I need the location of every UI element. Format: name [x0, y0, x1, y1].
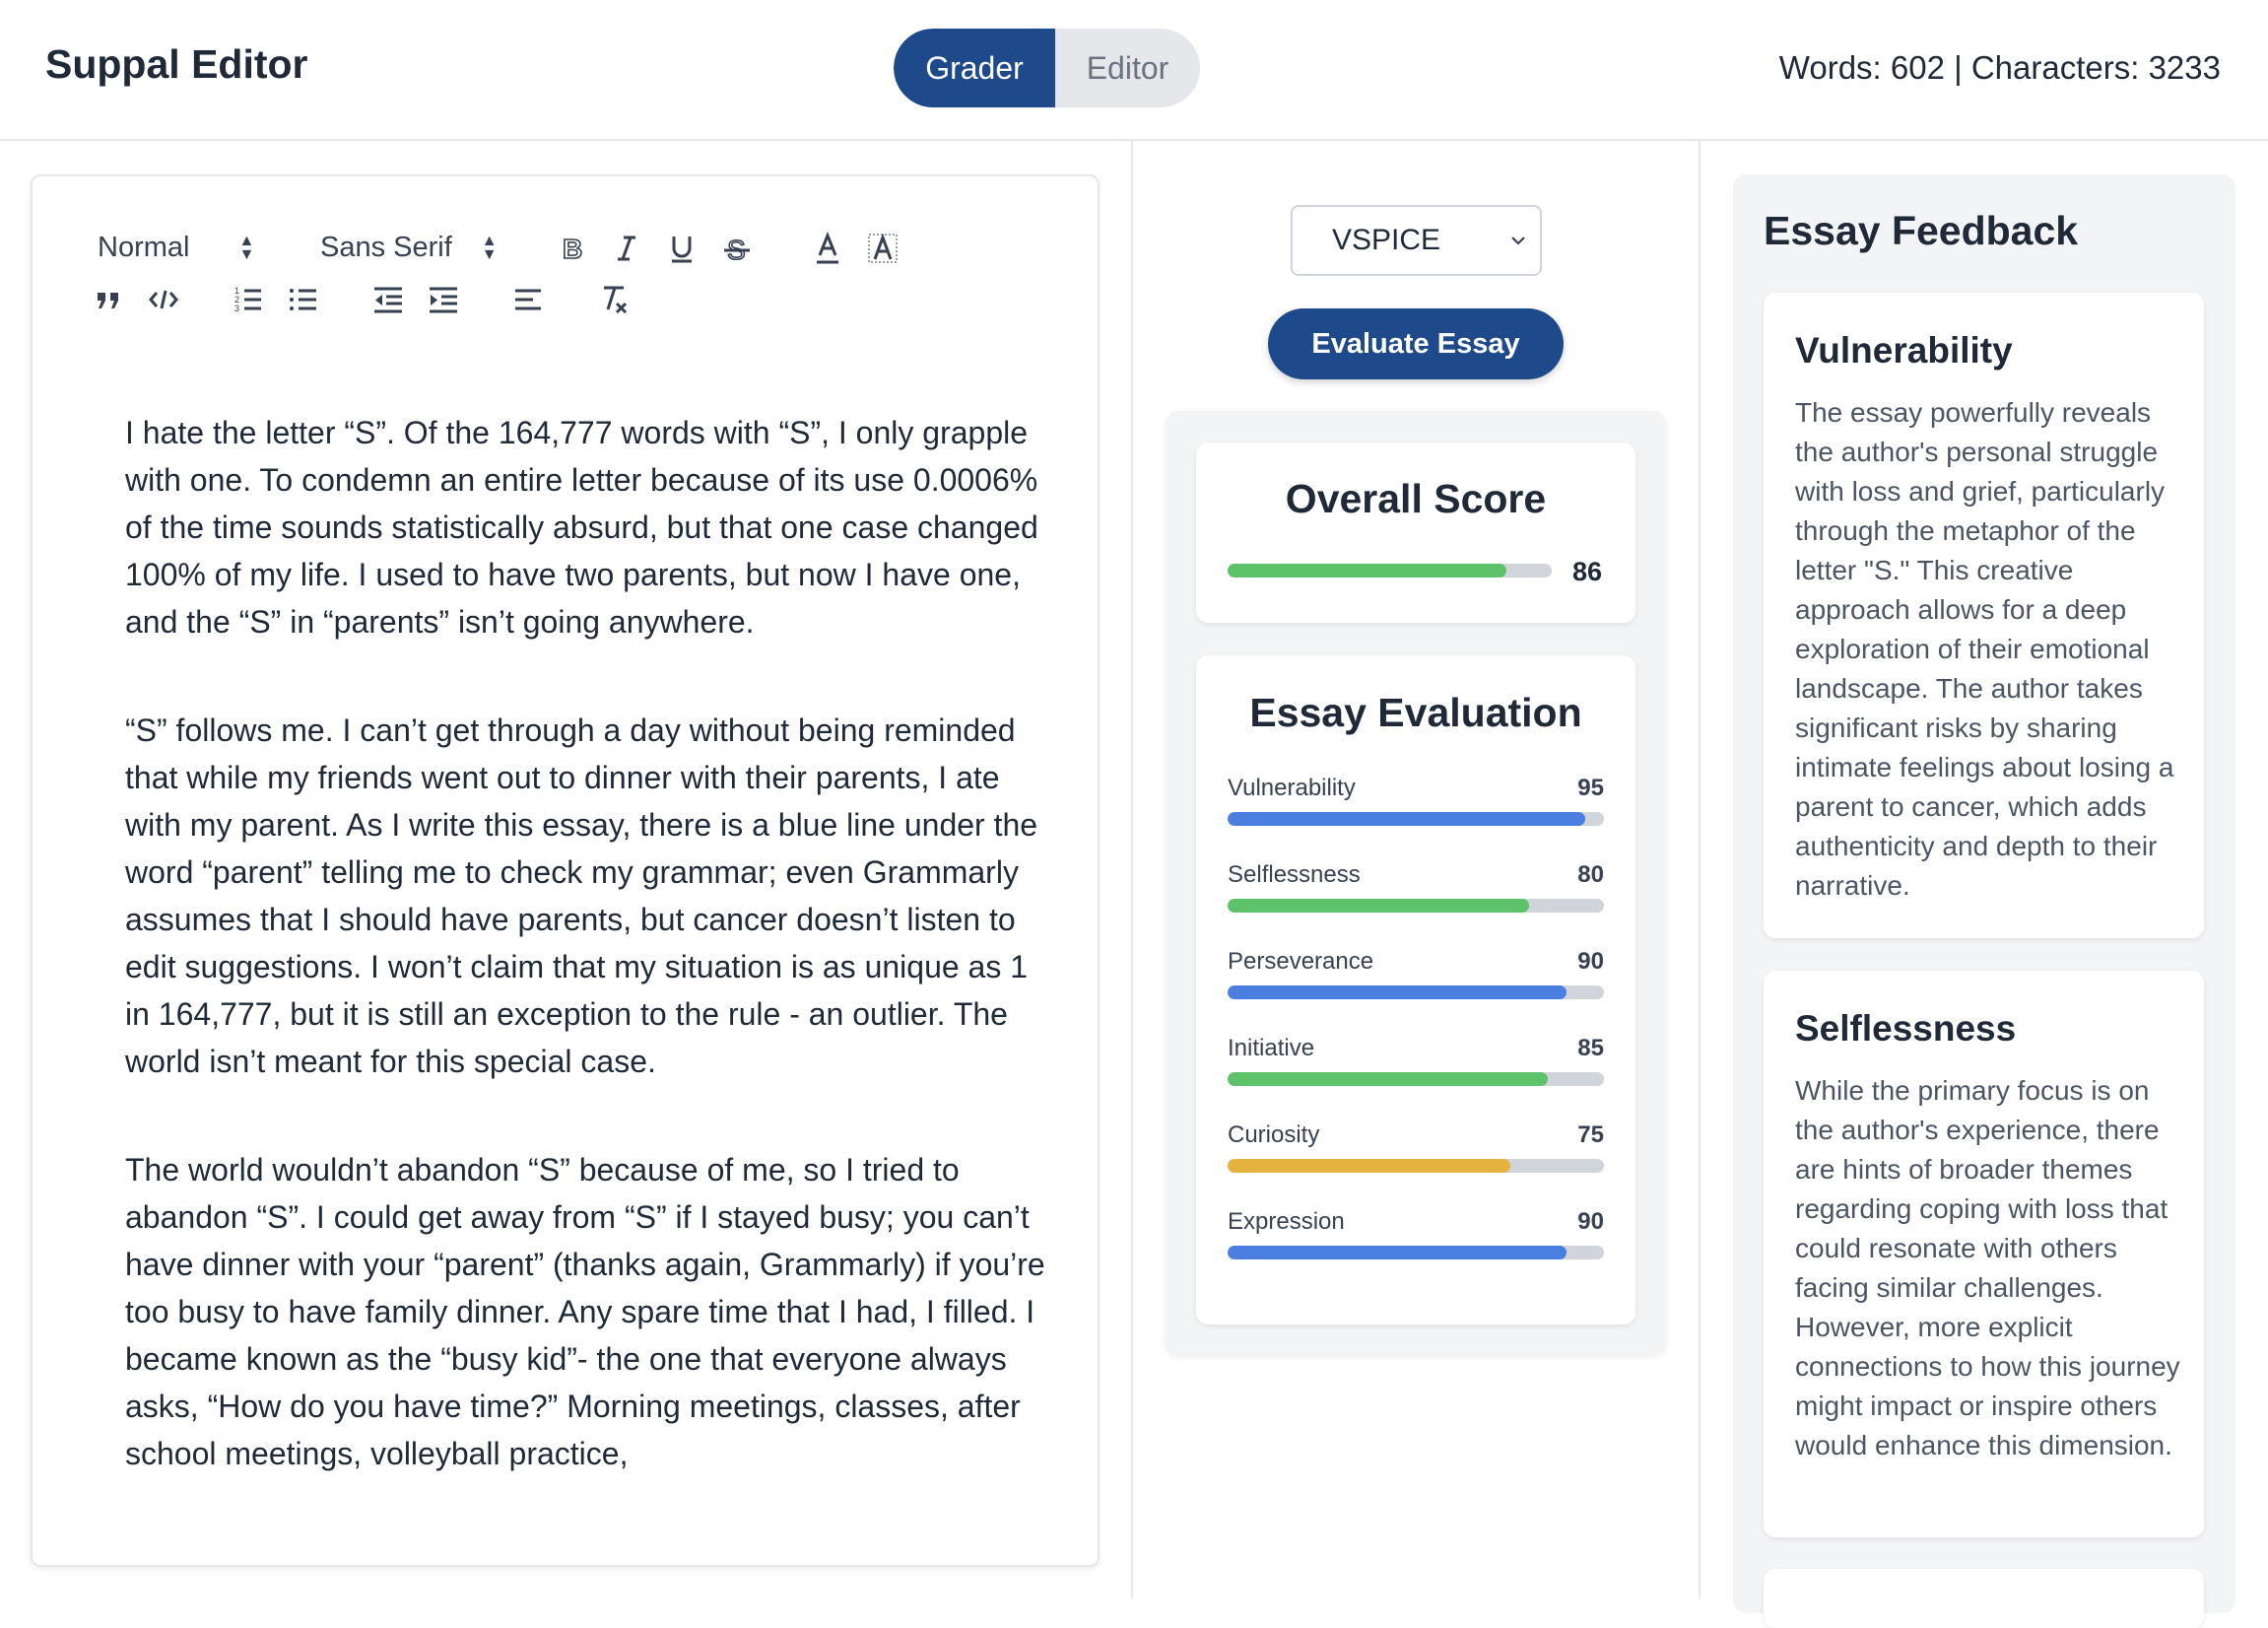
metric-bar-fill: [1228, 899, 1529, 913]
svg-text:B: B: [563, 234, 583, 264]
feedback-card-text: The essay powerfully reveals the author's personal struggle with loss and grief, particularly through the metaphor of the letter "S." This creative approach allows for a deep exploration of their emotional landscape. The author takes significant risks by sharing intimate feelings about losing a parent to cancer, which adds authenticity and depth to their narrative.: [1795, 397, 2174, 901]
tab-editor[interactable]: Editor: [1086, 49, 1169, 86]
feedback-card-text: While the primary focus is on the author's experience, there are hints of broader themes regarding coping with loss that could resonate with others facing similar challenges. However, more explicit connections to how this journey might impact or inspire others would enhance this dimension.: [1795, 1075, 2180, 1460]
evaluate-essay-button[interactable]: Evaluate Essay: [1268, 308, 1564, 379]
font-select[interactable]: [320, 232, 498, 264]
metric-label: Expression: [1228, 1208, 1345, 1235]
editor-card: [31, 174, 1100, 1567]
metric-bar: [1228, 1159, 1604, 1173]
essay-paragraph: “S” follows me. I can’t get through a day without being reminded that while my friends went out to dinner with their parents, I ate with my parent. As I write this essay, there is a blue line under the word “parent” telling me to check my grammar; even Grammarly assumes that I should have parents, but cancer doesn’t listen to edit suggestions. I won’t claim that my situation is as unique as 1 in 164,777, but it is still an exception to the rule - an outlier. The world isn’t meant for this special case.: [125, 712, 1038, 1079]
align-left-icon[interactable]: [511, 283, 545, 316]
metric-expression: [1228, 1208, 1604, 1267]
word-character-count: Words: 602 | Characters: 3233: [1778, 49, 2221, 86]
text-color-icon[interactable]: [811, 232, 844, 265]
feedback-card-vulnerability: [1764, 293, 2204, 938]
feedback-card-selflessness: [1764, 971, 2204, 1537]
feedback-card-title: Selflessness: [1795, 1008, 2017, 1049]
metric-label: Selflessness: [1228, 861, 1361, 888]
heading-select[interactable]: [98, 232, 254, 264]
column-divider: [1131, 141, 1133, 1598]
metric-curiosity: [1228, 1121, 1604, 1181]
overall-score-title: Overall Score: [1285, 476, 1547, 521]
metric-value: 90: [1577, 1208, 1604, 1235]
metric-bar: [1228, 899, 1604, 913]
overall-score-card: [1196, 442, 1635, 623]
metric-bar: [1228, 1246, 1604, 1259]
metric-label: Vulnerability: [1228, 775, 1356, 801]
framework-select[interactable]: [1291, 205, 1542, 276]
metric-label: Initiative: [1228, 1035, 1315, 1061]
metric-bar-fill: [1228, 1246, 1567, 1259]
heading-select-value: Normal: [98, 232, 190, 263]
metric-value: 90: [1577, 948, 1604, 975]
framework-select-value: VSPICE: [1332, 224, 1441, 256]
tab-grader[interactable]: Grader: [894, 29, 1055, 107]
svg-text:3: 3: [234, 304, 240, 313]
bold-icon[interactable]: [555, 232, 588, 265]
app-title: Suppal Editor: [45, 41, 308, 87]
metric-bar: [1228, 985, 1604, 999]
metric-bar: [1228, 812, 1604, 826]
feedback-card-title: Vulnerability: [1795, 330, 2013, 371]
select-arrows-icon: ▲ ▼: [481, 232, 498, 263]
metric-bar-fill: [1228, 985, 1567, 999]
feedback-heading: Essay Feedback: [1764, 208, 2079, 253]
metric-value: 85: [1577, 1035, 1604, 1061]
overall-score-value: 86: [1572, 557, 1603, 586]
ordered-list-icon[interactable]: [232, 283, 265, 316]
metric-value: 80: [1577, 861, 1604, 888]
metric-value: 95: [1577, 775, 1604, 801]
clear-formatting-icon[interactable]: [596, 283, 630, 316]
metric-bar-fill: [1228, 1072, 1548, 1086]
essay-editor-body[interactable]: [125, 409, 1051, 1538]
app-header: [0, 0, 2268, 141]
bullet-list-icon[interactable]: [287, 283, 320, 316]
feedback-card-next: [1764, 1569, 2204, 1628]
overall-score-fill: [1228, 564, 1506, 577]
metric-bar-fill: [1228, 812, 1585, 826]
essay-paragraph: I hate the letter “S”. Of the 164,777 words with “S”, I only grapple with one. To condemn an entire letter because of its use 0.0006% of the time sounds statistically absurd, but that one case changed 100% of my life. I used to have two parents, but now I have one, and the “S” in “parents” isn’t going anywhere.: [125, 415, 1038, 640]
svg-text:S: S: [727, 235, 746, 265]
svg-text:2: 2: [234, 295, 240, 305]
metric-bar-fill: [1228, 1159, 1510, 1173]
italic-icon[interactable]: [610, 232, 643, 265]
essay-evaluation-card: [1196, 655, 1635, 1324]
metric-bar: [1228, 1072, 1604, 1086]
blockquote-icon[interactable]: [92, 283, 125, 316]
mode-toggle: [894, 29, 1200, 107]
column-divider: [1699, 141, 1701, 1598]
essay-evaluation-title: Essay Evaluation: [1249, 690, 1582, 735]
metric-initiative: [1228, 1035, 1604, 1094]
underline-icon[interactable]: [665, 232, 699, 265]
outdent-icon[interactable]: [371, 283, 405, 316]
svg-text:1: 1: [234, 286, 240, 296]
essay-paragraph: The world wouldn’t abandon “S” because of me, so I tried to abandon “S”. I could get away from “S” if I stayed busy; you can’t have dinner with your “parent” (thanks again, Grammarly) if you’re too busy to have family dinner. Any spare time that I had, I filled. I became known as the “busy kid”- the one that everyone always asks, “How do you have time?” Morning meetings, classes, after school meetings, volleyball practice,: [125, 1152, 1045, 1471]
metric-perseverance: [1228, 948, 1604, 1007]
chevron-down-icon: [1506, 229, 1530, 252]
font-select-value: Sans Serif: [320, 232, 452, 263]
strikethrough-icon[interactable]: [720, 232, 754, 265]
metric-selflessness: [1228, 861, 1604, 920]
metric-value: 75: [1577, 1121, 1604, 1148]
editor-toolbar: [33, 176, 1098, 344]
metric-vulnerability: [1228, 775, 1604, 834]
indent-icon[interactable]: [427, 283, 460, 316]
metric-label: Curiosity: [1228, 1121, 1320, 1148]
highlight-color-icon[interactable]: [866, 232, 900, 265]
select-arrows-icon: ▲ ▼: [238, 232, 255, 263]
metric-label: Perseverance: [1228, 948, 1374, 975]
overall-score-bar: [1228, 564, 1552, 577]
code-block-icon[interactable]: [147, 283, 180, 316]
